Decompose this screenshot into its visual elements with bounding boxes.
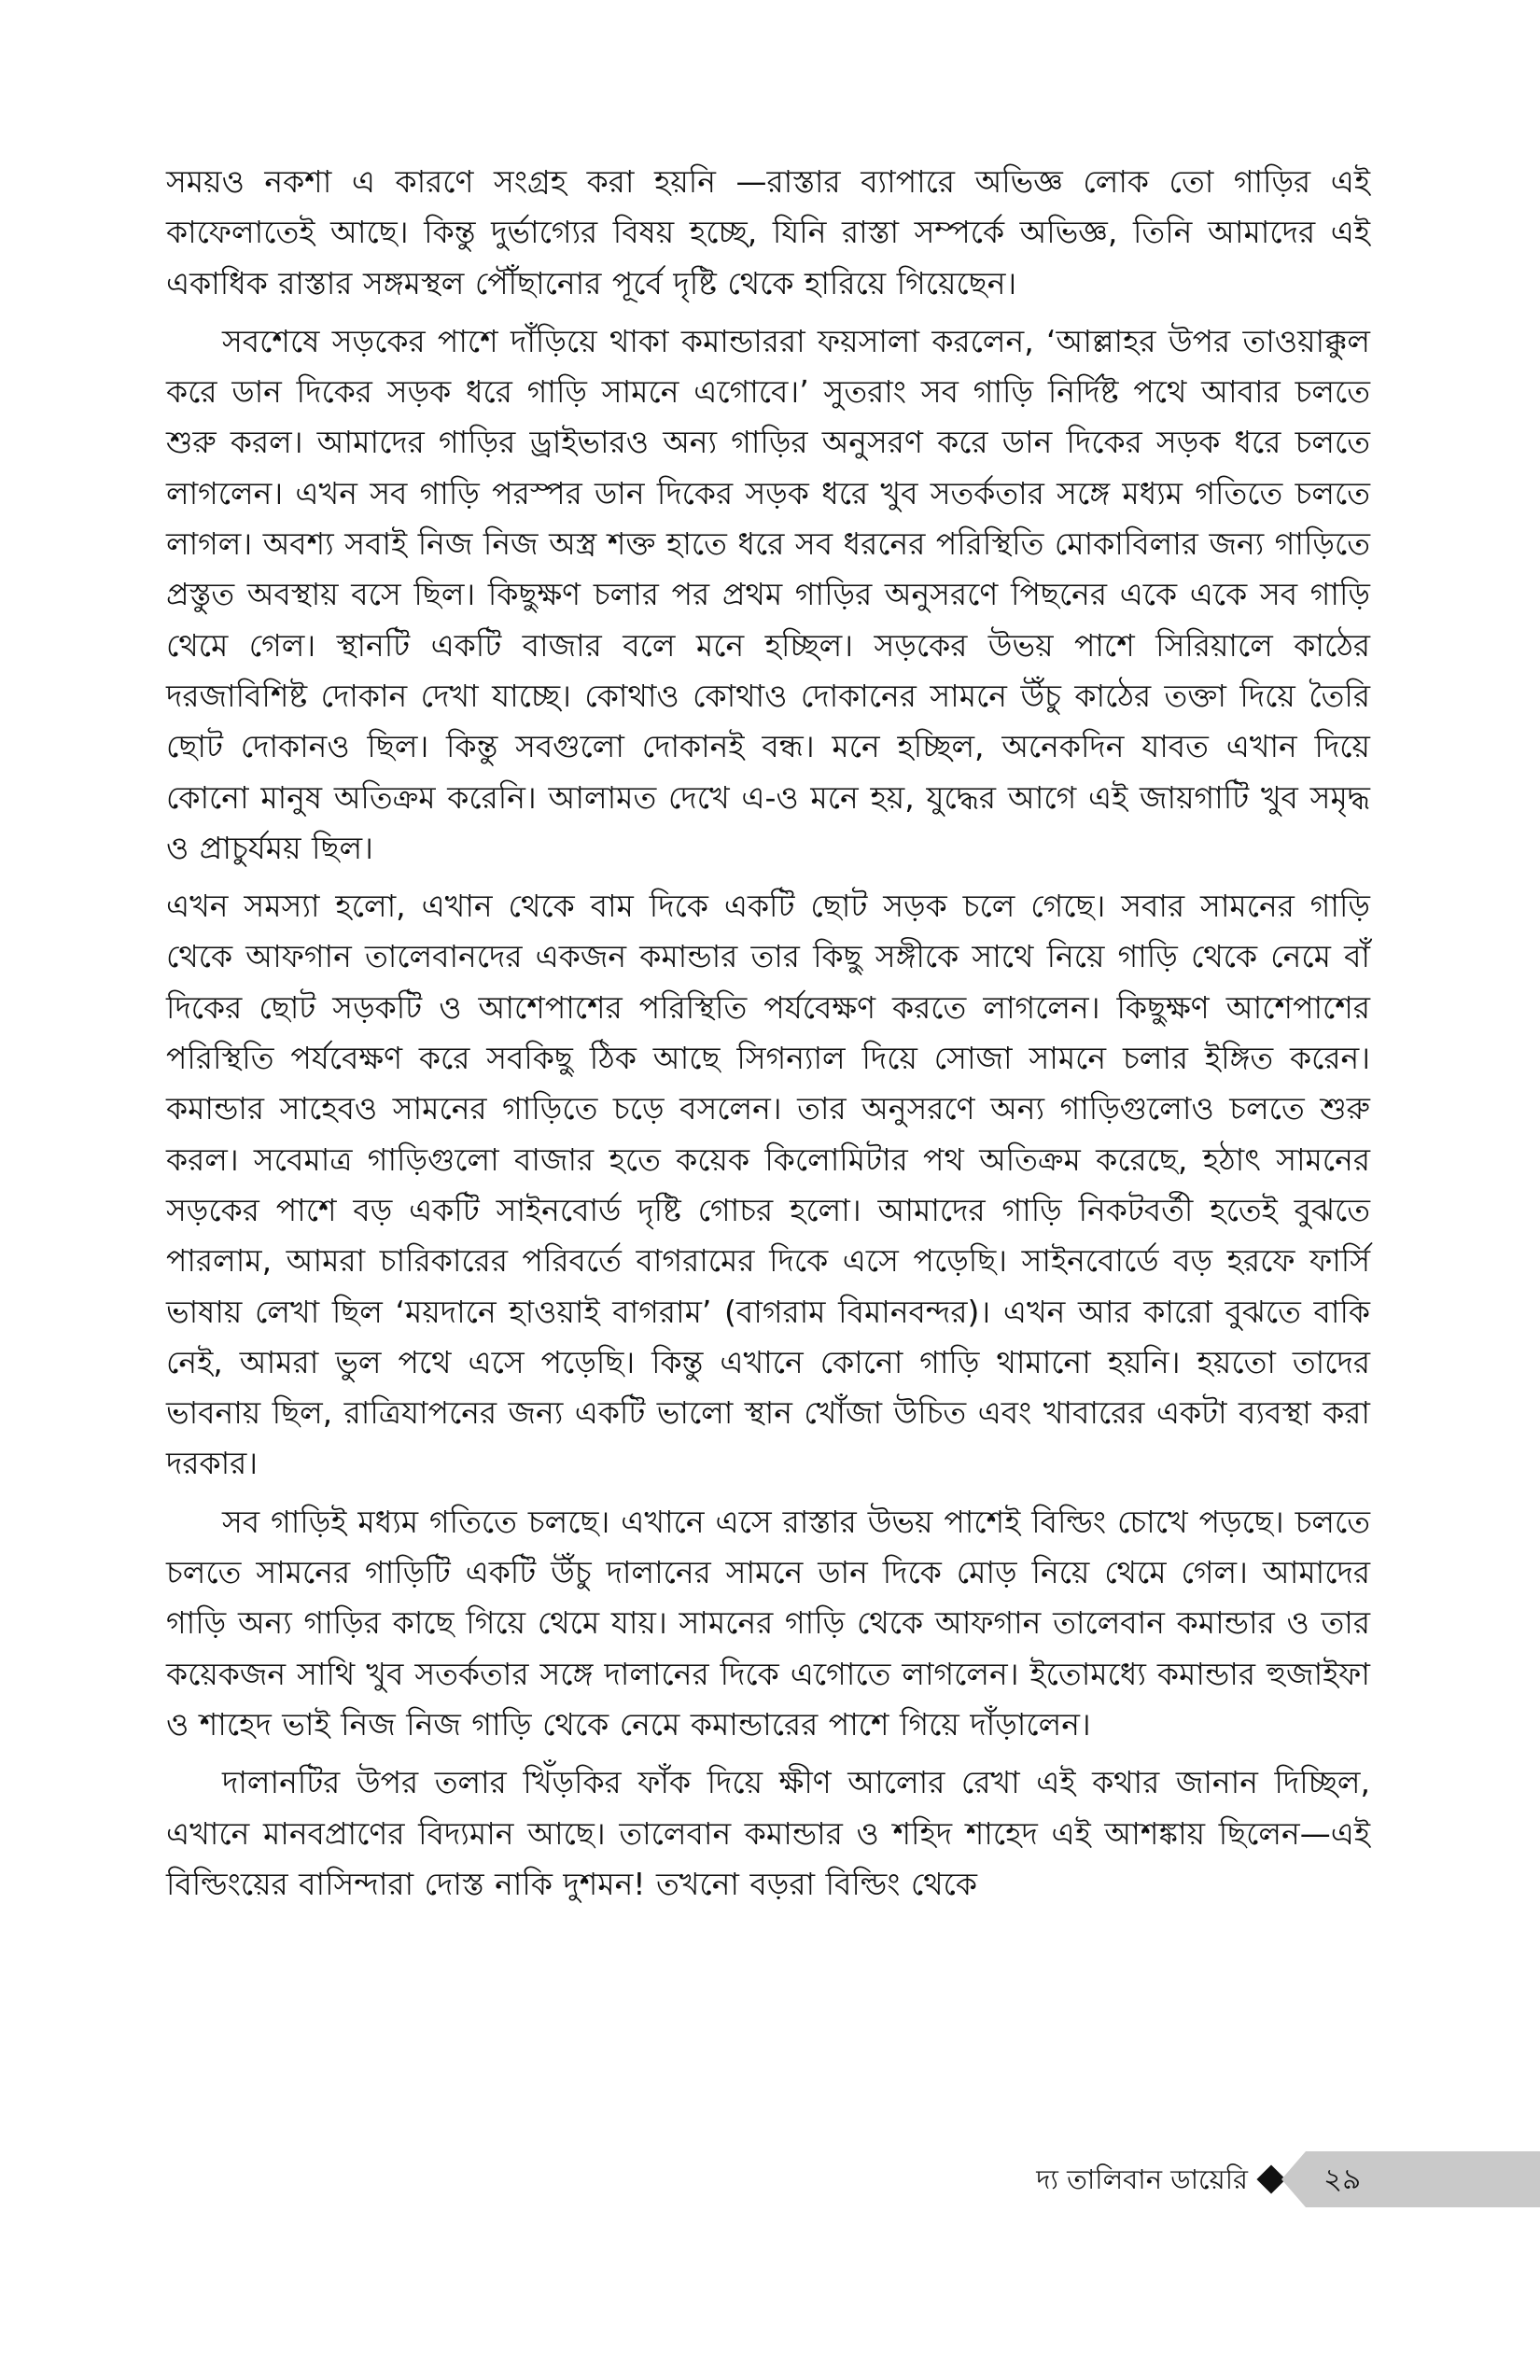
page-number: ২৯ <box>1323 2163 1362 2196</box>
paragraph-4: সব গাড়িই মধ্যম গতিতে চলছে। এখানে এসে রাস্তার উভয় পাশেই বিল্ডিং চোখে পড়ছে। চলতে চলতে সামনের গাড়িটি একটি উঁচু দালানের সামনে ডান দিকে মোড় নিয়ে থেমে গেল। আমাদের গাড়ি অন্য গাড়ির কাছে গিয়ে থেমে যায়। সামনের গাড়ি থেকে আফগান তালেবান কমান্ডার ও তার কয়েকজন সাথি খুব সতর্কতার সঙ্গে দালানের দিকে এগোতে লাগলেন। ইতোমধ্যে কমান্ডার হুজাইফা ও শাহেদ ভাই নিজ নিজ গাড়ি থেকে নেমে কমান্ডারের পাশে গিয়ে দাঁড়ালেন। <box>166 1503 1370 1743</box>
page-number-tab <box>1281 2151 1540 2207</box>
paragraph-5: দালানটির উপর তলার খিঁড়কির ফাঁক দিয়ে ক্ষীণ আলোর রেখা এই কথার জানান দিচ্ছিল, এখানে মানবপ্রাণের বিদ্যমান আছে। তালেবান কমান্ডার ও শহিদ শাহেদ এই আশঙ্কায় ছিলেন—এই বিল্ডিংয়ের বাসিন্দারা দোস্ত নাকি দুশমন! তখনো বড়রা বিল্ডিং থেকে <box>166 1764 1370 1902</box>
paragraph-2: সবশেষে সড়কের পাশে দাঁড়িয়ে থাকা কমান্ডাররা ফয়সালা করলেন, ‘আল্লাহর উপর তাওয়াক্কুল করে ডান দিকের সড়ক ধরে গাড়ি সামনে এগোবে।’ সুতরাং সব গাড়ি নির্দিষ্ট পথে আবার চলতে শুরু করল। আমাদের গাড়ির ড্রাইভারও অন্য গাড়ির অনুসরণ করে ডান দিকের সড়ক ধরে চলতে লাগলেন। এখন সব গাড়ি পরস্পর ডান দিকের সড়ক ধরে খুব সতর্কতার সঙ্গে মধ্যম গতিতে চলতে লাগল। অবশ্য সবাই নিজ নিজ অস্ত্র শক্ত হাতে ধরে সব ধরনের পরিস্থিতি মোকাবিলার জন্য গাড়িতে প্রস্তুত অবস্থায় বসে ছিল। কিছুক্ষণ চলার পর প্রথম গাড়ির অনুসরণে পিছনের একে একে সব গাড়ি থেমে গেল। স্থানটি একটি বাজার বলে মনে হচ্ছিল। সড়কের উভয় পাশে সিরিয়ালে কাঠের দরজাবিশিষ্ট দোকান দেখা যাচ্ছে। কোথাও কোথাও দোকানের সামনে উঁচু কাঠের তক্তা দিয়ে তৈরি ছোট দোকানও ছিল। কিন্তু সবগুলো দোকানই বন্ধ। মনে হচ্ছিল, অনেকদিন যাবত এখান দিয়ে কোনো মানুষ অতিক্রম করেনি। আলামত দেখে এ-ও মনে হয়, যুদ্ধের আগে এই জায়গাটি খুব সমৃদ্ধ ও প্রাচুর্যময় ছিল। <box>166 322 1370 866</box>
page-body <box>166 157 1370 1910</box>
page-footer <box>0 2151 1540 2207</box>
paragraph-3: এখন সমস্যা হলো, এখান থেকে বাম দিকে একটি ছোট সড়ক চলে গেছে। সবার সামনের গাড়ি থেকে আফগান তালেবানদের একজন কমান্ডার তার কিছু সঙ্গীকে সাথে নিয়ে গাড়ি থেকে নেমে বাঁ দিকের ছোট সড়কটি ও আশেপাশের পরিস্থিতি পর্যবেক্ষণ করতে লাগলেন। কিছুক্ষণ আশেপাশের পরিস্থিতি পর্যবেক্ষণ করে সবকিছু ঠিক আছে সিগন্যাল দিয়ে সোজা সামনে চলার ইঙ্গিত করেন। কমান্ডার সাহেবও সামনের গাড়িতে চড়ে বসলেন। তার অনুসরণে অন্য গাড়িগুলোও চলতে শুরু করল। সবেমাত্র গাড়িগুলো বাজার হতে কয়েক কিলোমিটার পথ অতিক্রম করেছে, হঠাৎ সামনের সড়কের পাশে বড় একটি সাইনবোর্ড দৃষ্টি গোচর হলো। আমাদের গাড়ি নিকটবর্তী হতেই বুঝতে পারলাম, আমরা চারিকারের পরিবর্তে বাগরামের দিকে এসে পড়েছি। সাইনবোর্ডে বড় হরফে ফার্সি ভাষায় লেখা ছিল ‘ময়দানে হাওয়াই বাগরাম’ (বাগরাম বিমানবন্দর)। এখন আর কারো বুঝতে বাকি নেই, আমরা ভুল পথে এসে পড়েছি। কিন্তু এখানে কোনো গাড়ি থামানো হয়নি। হয়তো তাদের ভাবনায় ছিল, রাত্রিযাপনের জন্য একটি ভালো স্থান খোঁজা উচিত এবং খাবারের একটা ব্যবস্থা করা দরকার। <box>166 888 1370 1482</box>
running-title: দ্য তালিবান ডায়েরি <box>1036 2163 1248 2195</box>
paragraph-1: সময়ও নকশা এ কারণে সংগ্রহ করা হয়নি —রাস্তার ব্যাপারে অভিজ্ঞ লোক তো গাড়ির এই কাফেলাতেই আছে। কিন্তু দুর্ভাগ্যের বিষয় হচ্ছে, যিনি রাস্তা সম্পর্কে অভিজ্ঞ, তিনি আমাদের এই একাধিক রাস্তার সঙ্গমস্থল পৌঁছানোর পূর্বে দৃষ্টি থেকে হারিয়ে গিয়েছেন। <box>166 163 1370 301</box>
diamond-ornament-icon <box>1256 2164 1285 2193</box>
